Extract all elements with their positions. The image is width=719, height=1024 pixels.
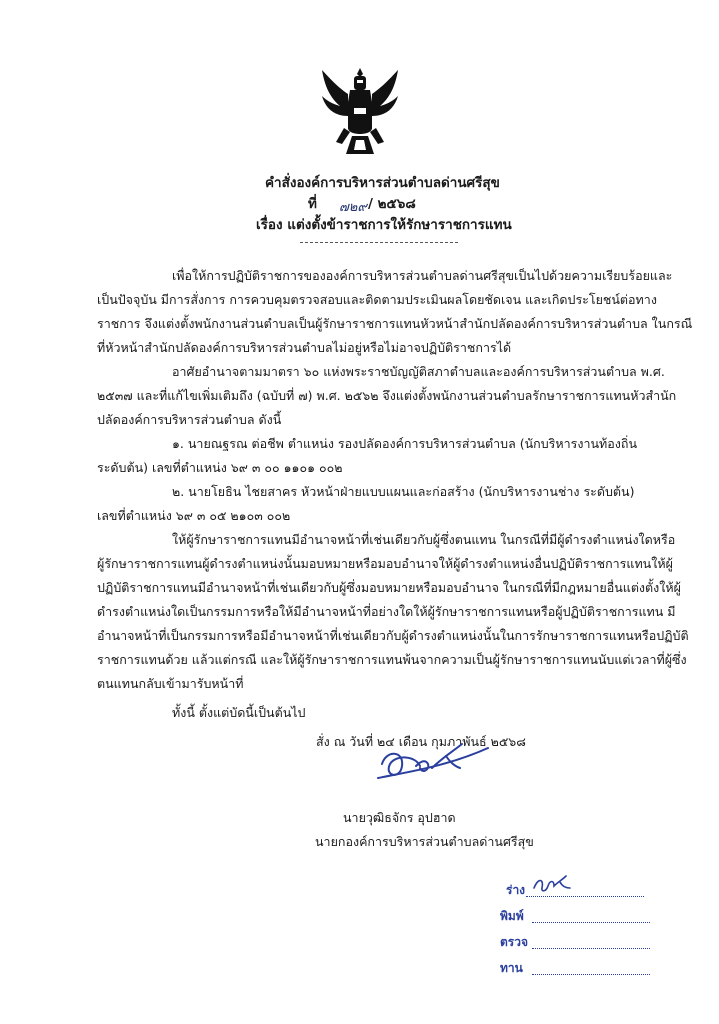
routing-line-typed: [532, 922, 650, 923]
appointee-2-line: เลขที่ตำแหน่ง ๖๙ ๓ ๐๕ ๒๑๐๓ ๐๐๒: [97, 508, 291, 523]
para1-line: เพื่อให้การปฏิบัติราชการขององค์การบริหารส่วนตำบลด่านศรีสุขเป็นไปด้วยความเรียบร้อยและ: [172, 268, 673, 283]
appointee-2-line: ๒. นายโยธิน ไชยสาคร หัวหน้าฝ่ายแบบแผนและก่อสร้าง (นักบริหารงานช่าง ระดับต้น): [172, 484, 635, 499]
order-number-handwritten: ๗๒๙: [339, 200, 367, 215]
para3-line: ราชการแทนด้วย แล้วแต่กรณี และให้ผู้รักษาราชการแทนพ้นจากความเป็นผู้รักษาราชการแทนนับแต่เวลาที่ผู้ซึ่ง: [97, 652, 687, 667]
para3-line: อำนาจหน้าที่เป็นกรรมการหรือมีอำนาจหน้าที่เช่นเดียวกับผู้ดำรงตำแหน่งนั้นในการรักษาราชการแทนหรือปฏิบัติ: [97, 628, 689, 643]
signer-title: นายกองค์การบริหารส่วนตำบลด่านศรีสุข: [315, 834, 534, 849]
signer-name: นายวุฒิธจักร อุปฮาด: [343, 810, 456, 825]
order-title: คำสั่งองค์การบริหารส่วนตำบลด่านศรีสุข: [265, 175, 500, 191]
handwritten-signature: [372, 738, 492, 786]
effective-clause: ทั้งนี้ ตั้งแต่บัดนี้เป็นต้นไป: [172, 705, 306, 720]
order-subject: เรื่อง แต่งตั้งข้าราชการให้รักษาราชการแทน: [256, 217, 512, 233]
routing-line-draft: [526, 896, 644, 897]
para1-line: ที่หัวหน้าสำนักปลัดองค์การบริหารส่วนตำบลไม่อยู่หรือไม่อาจปฏิบัติราชการได้: [97, 340, 512, 355]
appointee-1-line: ๑. นายณฐรณ ต่อชีพ ตำแหน่ง รองปลัดองค์การบริหารส่วนตำบล (นักบริหารงานท้องถิ่น: [172, 436, 637, 451]
routing-label-draft: ร่าง: [506, 883, 526, 897]
para3-line: ดำรงตำแหน่งใดเป็นกรรมการหรือให้มีอำนาจหน้าที่อย่างใดให้ผู้รักษาราชการแทนหรือผู้ปฏิบัติราชการแทน มี: [97, 604, 676, 619]
order-date: สั่ง ณ วันที่ ๒๔ เดือน กุมภาพันธ์ ๒๕๖๘: [316, 734, 526, 749]
para1-line: เป็นปัจจุบัน มีการสั่งการ การควบคุมตรวจสอบและติดตามประเมินผลโดยชัดเจน และเกิดประโยชน์ต่อทาง: [97, 292, 657, 307]
appointee-1-line: ระดับต้น) เลขที่ตำแหน่ง ๖๙ ๓ ๐๐ ๑๑๐๑ ๐๐๒: [97, 460, 343, 475]
routing-label-checked: ตรวจ: [500, 935, 529, 949]
initials-signature: [530, 874, 580, 894]
para1-line: ราชการ จึงแต่งตั้งพนักงานส่วนตำบลเป็นผู้รักษาราชการแทนหัวหน้าสำนักปลัดองค์การบริหารส่วนตำบล ในกรณี: [97, 316, 693, 331]
para3-line: ผู้รักษาราชการแทนผู้ดำรงตำแหน่งนั้นมอบหมายหรือมอบอำนาจให้ผู้ดำรงตำแหน่งอื่นปฏิบัติราชการแทนให้ผู้: [97, 556, 673, 571]
para2-line: ปลัดองค์การบริหารส่วนตำบล ดังนี้: [97, 412, 282, 427]
routing-line-checked: [532, 948, 650, 949]
para2-line: ๒๕๓๗ และที่แก้ไขเพิ่มเติมถึง (ฉบับที่ ๗) พ.ศ. ๒๕๖๒ จึงแต่งตั้งพนักงานส่วนตำบลรักษาราชการแทนหัวสำนัก: [97, 388, 677, 403]
routing-label-reviewed: ทาน: [500, 961, 523, 975]
order-number-year: / ๒๕๖๘: [368, 196, 416, 212]
para2-line: อาศัยอำนาจตามมาตรา ๖๐ แห่งพระราชบัญญัติสภาตำบลและองค์การบริหารส่วนตำบล พ.ศ.: [172, 364, 665, 379]
routing-line-reviewed: [532, 974, 650, 975]
para3-line: ปฏิบัติราชการแทนมีอำนาจหน้าที่เช่นเดียวกับผู้ซึ่งมอบหมายหรือมอบอำนาจ ในกรณีที่มีกฎหมายอื่นแต่งตั้งให้ผู้: [97, 580, 681, 595]
order-number-prefix: ที่: [308, 196, 317, 212]
header-divider: [300, 242, 458, 243]
routing-label-typed: พิมพ์: [500, 909, 524, 923]
para3-line: ตนแทนกลับเข้ามารับหน้าที่: [97, 676, 244, 691]
para3-line: ให้ผู้รักษาราชการแทนมีอำนาจหน้าที่เช่นเดียวกับผู้ซึ่งตนแทน ในกรณีที่มีผู้ดำรงตำแหน่งใดหรือ: [172, 532, 676, 547]
garuda-emblem-icon: [318, 66, 402, 156]
